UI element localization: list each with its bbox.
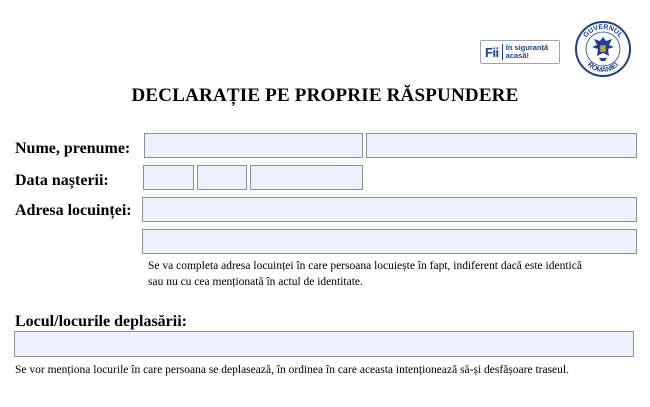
seal-text-top: GUVERNUL: [582, 23, 624, 40]
travel-locations-label: Locul/locurile deplasării:: [15, 313, 187, 330]
fii-logo-word: Fii: [485, 44, 499, 60]
address-note-line2: sau nu cu cea menționată în actul de identitate.: [148, 276, 363, 288]
name-label: Nume, prenume:: [15, 140, 131, 157]
first-name-input[interactable]: [366, 133, 637, 158]
birth-month-input[interactable]: [197, 165, 247, 190]
address-note-line1: Se va completa adresa locuinței în care persoana locuiește în fapt, indiferent dacă este identică: [148, 260, 582, 272]
travel-locations-input[interactable]: [14, 331, 634, 357]
last-name-input[interactable]: [144, 133, 363, 158]
address-note: [148, 258, 582, 290]
page-title: DECLARAȚIE PE PROPRIE RĂSPUNDERE: [131, 85, 519, 106]
fii-logo-line2: acasă!: [505, 51, 530, 60]
fii-in-siguranta-logo: [480, 40, 560, 64]
address-input-line2[interactable]: [142, 229, 637, 254]
address-label: Adresa locuinței:: [15, 202, 132, 219]
seal-text-bottom: ROMÂNIEI: [585, 61, 621, 75]
fii-logo-line1: în siguranță: [505, 43, 549, 52]
fii-logo-separator: [502, 44, 503, 60]
guvernul-romaniei-seal-icon: [574, 20, 632, 78]
birth-date-label: Data nașterii:: [15, 172, 109, 189]
birth-day-input[interactable]: [143, 165, 194, 190]
fii-logo-text: [506, 44, 549, 60]
birth-year-input[interactable]: [250, 165, 363, 190]
travel-locations-note: Se vor menționa locurile în care persoana se deplasează, în ordinea în care aceasta intenționează să-și desfășoare traseul.: [15, 364, 569, 376]
address-input-line1[interactable]: [142, 197, 637, 222]
